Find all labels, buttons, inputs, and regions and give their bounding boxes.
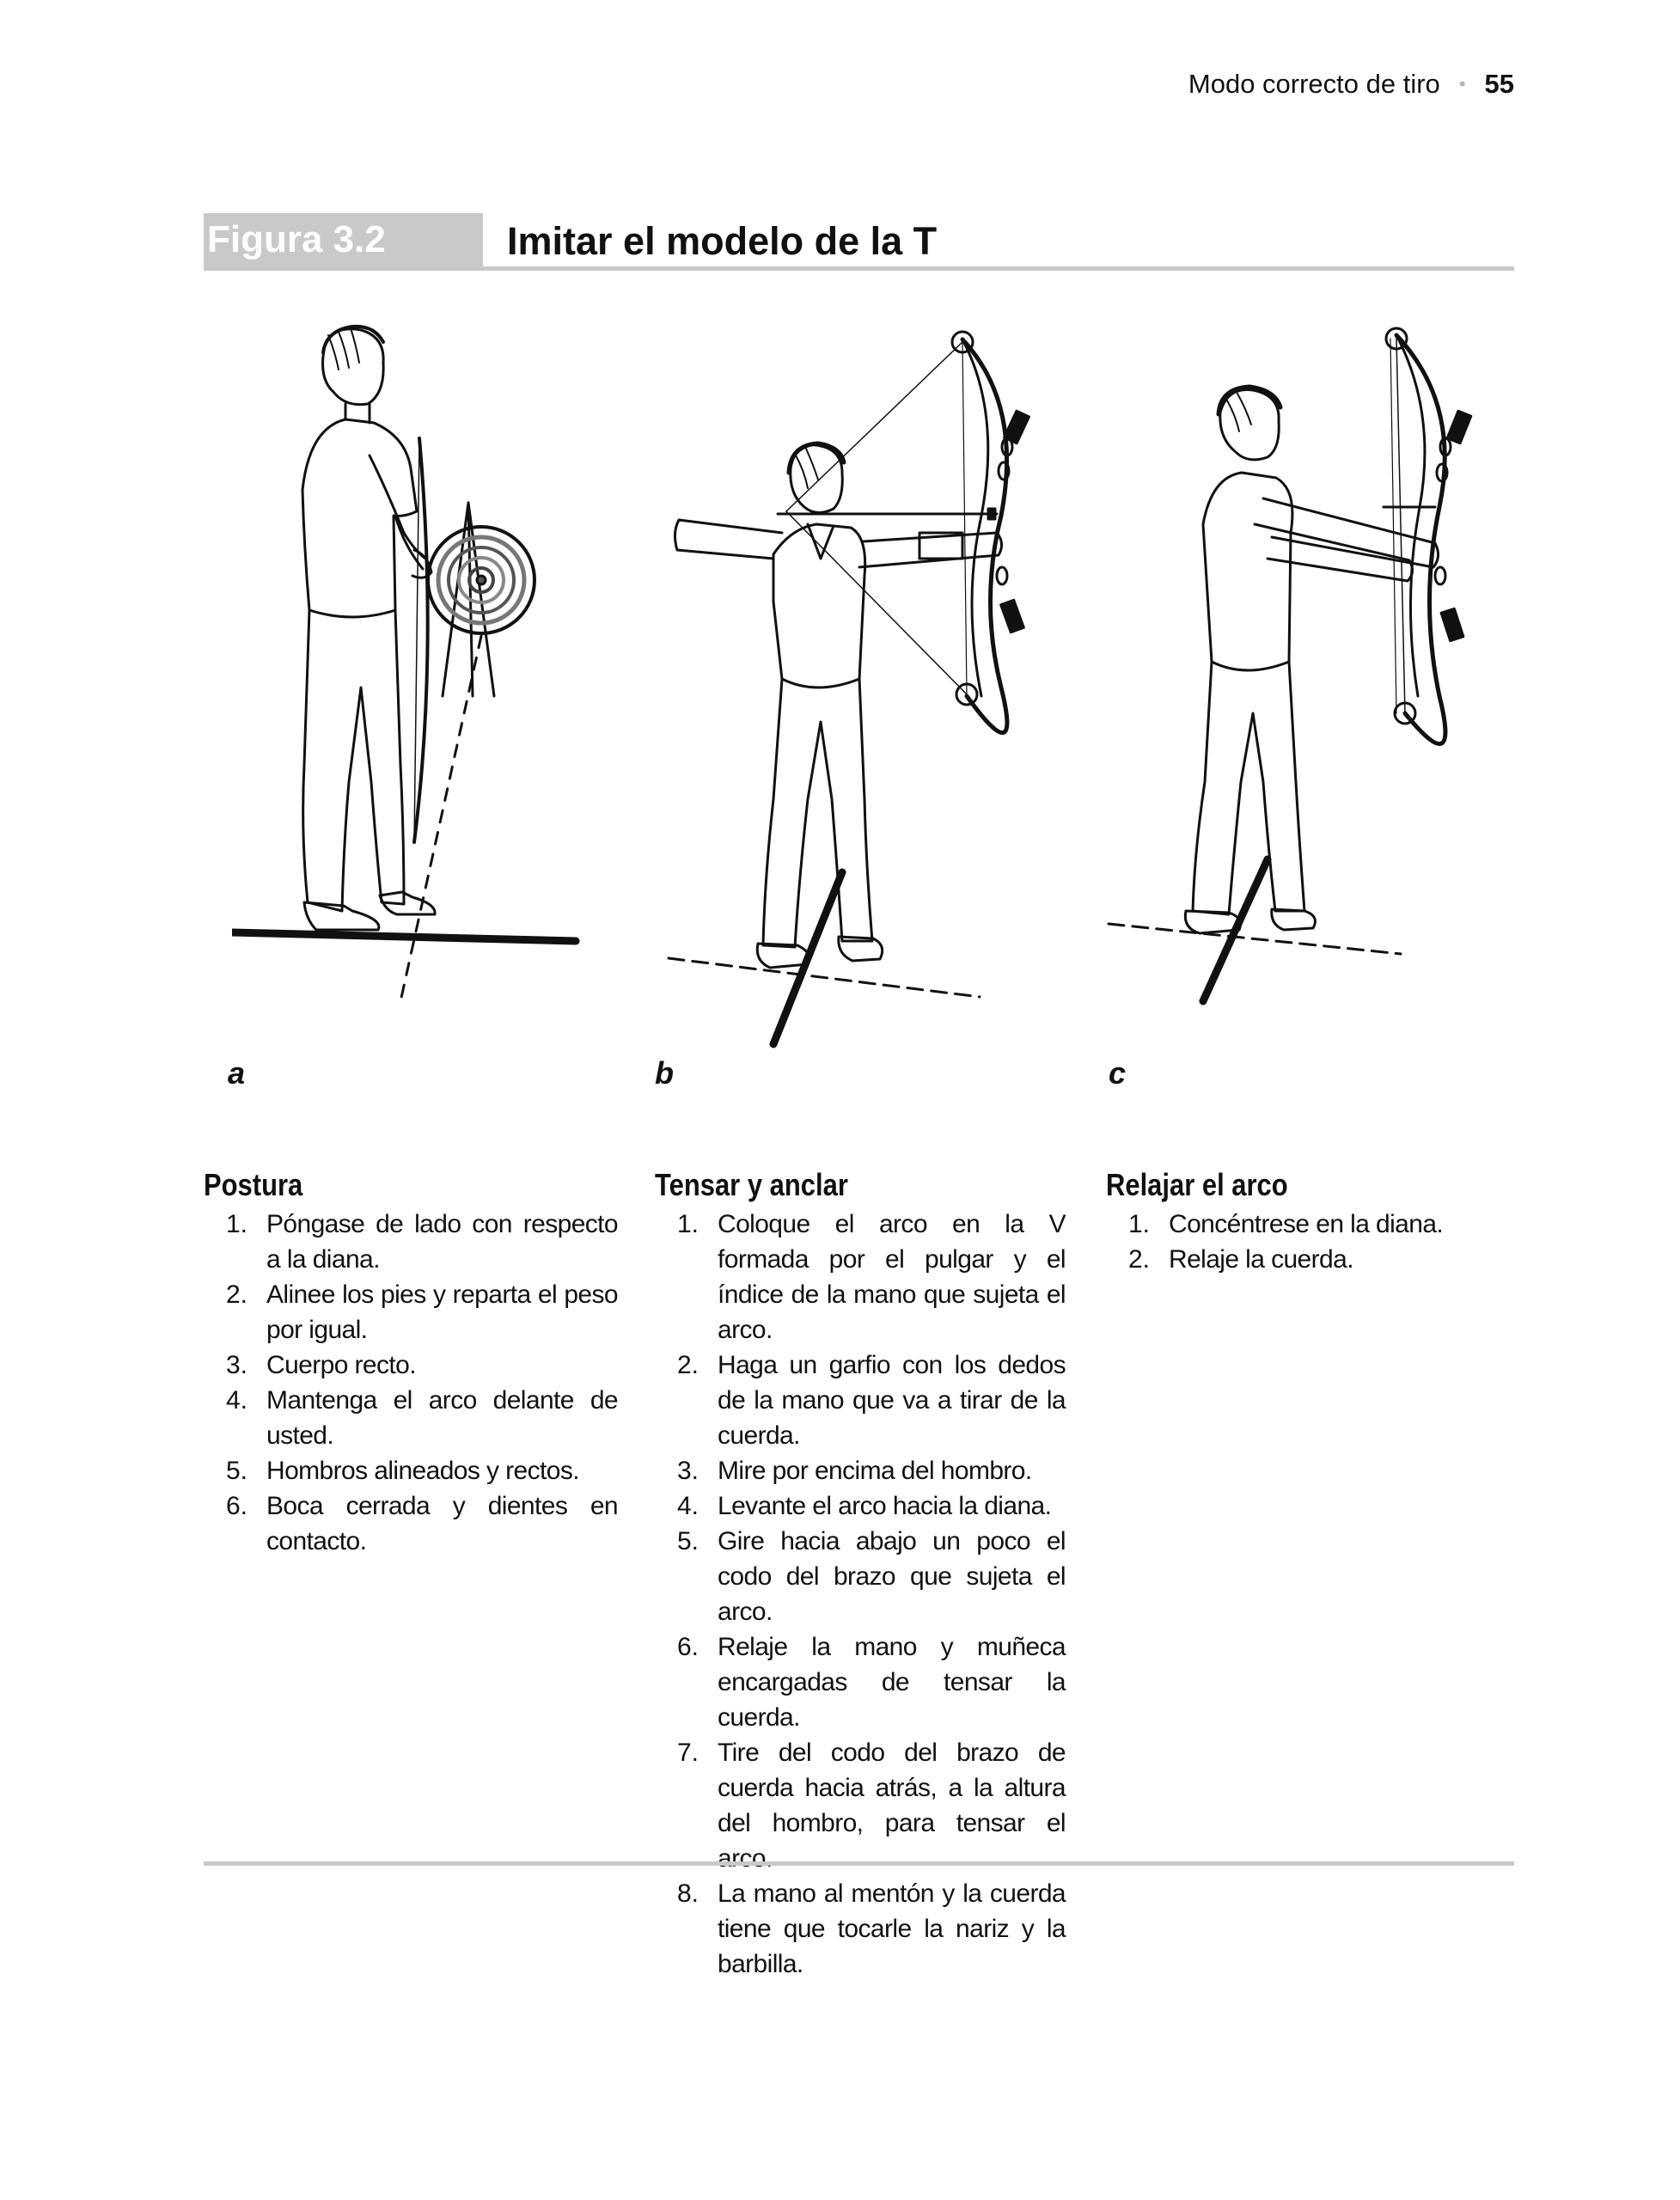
list-item: 2. Alinee los pies y reparta el peso por igual. xyxy=(226,1280,618,1344)
list-item: 6. Boca cerrada y dientes en contacto. xyxy=(226,1492,618,1555)
list-item: 1. Póngase de lado con respecto a la diana. xyxy=(226,1210,618,1274)
panel-letter-c: c xyxy=(1109,1055,1127,1091)
list-item: 1. Concéntrese en la diana. xyxy=(1128,1210,1444,1238)
column-postura xyxy=(204,1167,618,1559)
page-number: 55 xyxy=(1484,69,1514,99)
column-relajar-el-arco xyxy=(1106,1167,1514,1277)
list-item: 3. Mire por encima del hombro. xyxy=(677,1457,1032,1485)
list-item: 1. Coloque el arco en la V formada por el pulgar y el índice de la mano que sujeta el arco. xyxy=(677,1210,1066,1344)
figure-header xyxy=(204,213,1514,271)
column-heading: Relajar el arco xyxy=(1106,1167,1288,1202)
list-item: 8. La mano al mentón y la cuerda tiene que tocarle la nariz y la barbilla. xyxy=(677,1879,1066,1978)
steps-list xyxy=(1106,1207,1514,1277)
list-item: 4. Mantenga el arco delante de usted. xyxy=(226,1386,618,1450)
list-item: 2. Relaje la cuerda. xyxy=(1128,1245,1353,1274)
bullet-separator: • xyxy=(1458,73,1466,95)
list-item: 6. Relaje la mano y muñeca encargadas de tensar la cuerda. xyxy=(677,1633,1066,1732)
list-item: 5. Hombros alineados y rectos. xyxy=(226,1457,579,1485)
list-item: 4. Levante el arco hacia la diana. xyxy=(677,1492,1052,1520)
target-illustration xyxy=(428,527,535,633)
compound-bow-c xyxy=(1384,328,1471,744)
running-head-section: Modo correcto de tiro xyxy=(1188,69,1440,99)
figure-label: Figura 3.2 xyxy=(204,213,483,266)
panel-letter-a: a xyxy=(228,1055,246,1091)
list-item: 5. Gire hacia abajo un poco el codo del brazo que sujeta el arco. xyxy=(677,1527,1066,1626)
column-tensar-y-anclar xyxy=(655,1167,1066,1982)
list-item: 2. Haga un garfio con los dedos de la mano que va a tirar de la cuerda. xyxy=(677,1351,1066,1450)
bottom-rule xyxy=(204,1861,1514,1866)
list-item: 3. Cuerpo recto. xyxy=(226,1351,416,1379)
list-item: 7. Tire del codo del brazo de cuerda hacia atrás, a la altura del hombro, para tensar el arco. xyxy=(677,1739,1066,1873)
illustration-b xyxy=(662,318,1074,1066)
column-heading: Tensar y anclar xyxy=(655,1167,848,1202)
illustration-c xyxy=(1100,318,1512,1023)
panel-letter-b: b xyxy=(655,1055,674,1091)
illustration-a xyxy=(232,318,593,1014)
running-head xyxy=(1188,69,1514,100)
column-heading: Postura xyxy=(204,1167,303,1202)
figure-title: Imitar el modelo de la T xyxy=(507,219,938,263)
steps-list xyxy=(204,1207,618,1559)
